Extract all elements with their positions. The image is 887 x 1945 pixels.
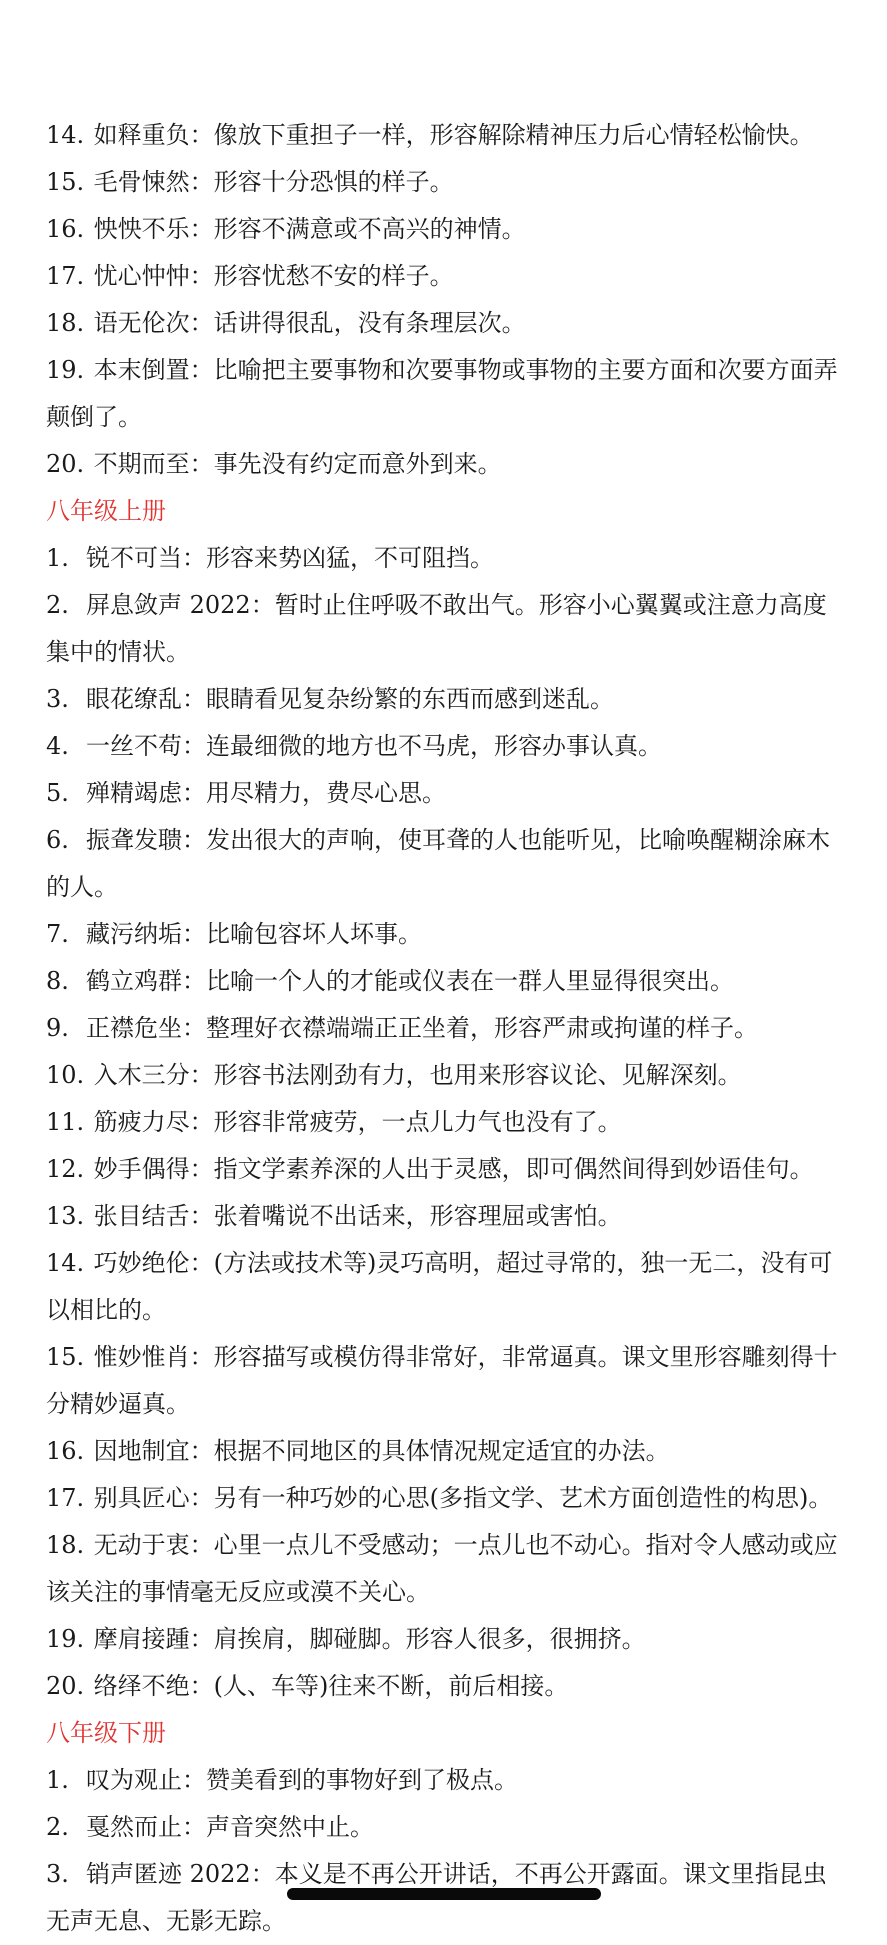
list-item — [46, 112, 846, 159]
item-number: 15. — [46, 168, 85, 196]
item-number: 16. — [46, 215, 85, 243]
list-item — [46, 1240, 846, 1334]
list-item — [46, 206, 846, 253]
item-text: 一丝不苟：连最细微的地方也不马虎，形容办事认真。 — [86, 732, 662, 760]
item-text: 毛骨悚然：形容十分恐惧的样子。 — [93, 168, 454, 196]
list-item — [46, 441, 846, 488]
item-number: 6. — [46, 826, 69, 854]
list-item — [46, 535, 846, 582]
list-item — [46, 159, 846, 206]
item-text: 正襟危坐：整理好衣襟端端正正坐着，形容严肃或拘谨的样子。 — [86, 1014, 758, 1042]
list-item — [46, 1428, 846, 1475]
list-item — [46, 1475, 846, 1522]
item-number: 15. — [46, 1343, 85, 1371]
item-text: 不期而至：事先没有约定而意外到来。 — [93, 450, 502, 478]
list-item — [46, 582, 846, 676]
list-item — [46, 1334, 846, 1428]
item-number: 4. — [46, 732, 69, 760]
list-item — [46, 1616, 846, 1663]
item-text: 无动于衷：心里一点儿不受感动；一点儿也不动心。指对令人感动或应该关注的事情毫无反应或漠不关心。 — [46, 1531, 838, 1606]
item-text: 巧妙绝伦：(方法或技术等)灵巧高明，超过寻常的，独一无二，没有可以相比的。 — [46, 1249, 833, 1324]
item-text: 叹为观止：赞美看到的事物好到了极点。 — [86, 1766, 518, 1794]
list-item — [46, 958, 846, 1005]
list-item — [46, 676, 846, 723]
list-item — [46, 1193, 846, 1240]
list-item — [46, 817, 846, 911]
item-number: 13. — [46, 1202, 85, 1230]
item-text: 殚精竭虑：用尽精力，费尽心思。 — [86, 779, 446, 807]
list-item — [46, 1804, 846, 1851]
item-text: 语无伦次：话讲得很乱，没有条理层次。 — [93, 309, 526, 337]
list-item — [46, 1663, 846, 1710]
item-number: 11. — [46, 1108, 85, 1136]
item-number: 18. — [46, 309, 85, 337]
list-item — [46, 1005, 846, 1052]
item-text: 屏息敛声 2022：暂时止住呼吸不敢出气。形容小心翼翼或注意力高度集中的情状。 — [46, 591, 827, 666]
item-text: 筋疲力尽：形容非常疲劳，一点儿力气也没有了。 — [93, 1108, 622, 1136]
list-item — [46, 347, 846, 441]
item-number: 9. — [46, 1014, 69, 1042]
item-text: 振聋发聩：发出很大的声响，使耳聋的人也能听见，比喻唤醒糊涂麻木的人。 — [46, 826, 830, 901]
list-item — [46, 911, 846, 958]
item-number: 14. — [46, 1249, 85, 1277]
item-number: 10. — [46, 1061, 85, 1089]
item-number: 3. — [46, 1860, 69, 1888]
item-text: 怏怏不乐：形容不满意或不高兴的神情。 — [93, 215, 526, 243]
item-number: 17. — [46, 262, 85, 290]
item-text: 忧心忡忡：形容忧愁不安的样子。 — [93, 262, 454, 290]
item-number: 20. — [46, 1672, 85, 1700]
item-text: 摩肩接踵：肩挨肩，脚碰脚。形容人很多，很拥挤。 — [93, 1625, 646, 1653]
item-number: 1. — [46, 544, 69, 572]
item-number: 3. — [46, 685, 69, 713]
item-number: 2. — [46, 591, 69, 619]
item-number: 2. — [46, 1813, 69, 1841]
item-number: 1. — [46, 1766, 69, 1794]
item-number: 14. — [46, 121, 85, 149]
item-text: 妙手偶得：指文学素养深的人出于灵感，即可偶然间得到妙语佳句。 — [93, 1155, 814, 1183]
section-heading: 八年级下册 — [46, 1719, 166, 1747]
item-number: 19. — [46, 1625, 85, 1653]
list-item — [46, 1522, 846, 1616]
item-text: 络绎不绝：(人、车等)往来不断，前后相接。 — [93, 1672, 569, 1700]
item-text: 别具匠心：另有一种巧妙的心思(多指文学、艺术方面创造性的构思)。 — [93, 1484, 833, 1512]
item-number: 8. — [46, 967, 69, 995]
item-number: 16. — [46, 1437, 85, 1465]
item-text: 锐不可当：形容来势凶猛，不可阻挡。 — [86, 544, 494, 572]
vocabulary-list — [46, 112, 846, 1945]
item-text: 惟妙惟肖：形容描写或模仿得非常好，非常逼真。课文里形容雕刻得十分精妙逼真。 — [46, 1343, 838, 1418]
item-number: 17. — [46, 1484, 85, 1512]
item-number: 5. — [46, 779, 69, 807]
list-item — [46, 1146, 846, 1193]
list-item — [46, 770, 846, 817]
item-text: 销声匿迹 2022：本义是不再公开讲话，不再公开露面。课文里指昆虫无声无息、无影无踪。 — [46, 1860, 827, 1935]
section-heading: 八年级上册 — [46, 497, 166, 525]
list-item — [46, 1052, 846, 1099]
item-text: 藏污纳垢：比喻包容坏人坏事。 — [86, 920, 422, 948]
list-item — [46, 253, 846, 300]
item-number: 18. — [46, 1531, 85, 1559]
list-item — [46, 1757, 846, 1804]
item-text: 眼花缭乱：眼睛看见复杂纷繁的东西而感到迷乱。 — [86, 685, 614, 713]
item-text: 本末倒置：比喻把主要事物和次要事物或事物的主要方面和次要方面弄颠倒了。 — [46, 356, 838, 431]
item-text: 入木三分：形容书法刚劲有力，也用来形容议论、见解深刻。 — [93, 1061, 742, 1089]
item-number: 12. — [46, 1155, 85, 1183]
item-number: 7. — [46, 920, 69, 948]
item-text: 张目结舌：张着嘴说不出话来，形容理屈或害怕。 — [93, 1202, 622, 1230]
list-item — [46, 1099, 846, 1146]
list-item — [46, 300, 846, 347]
item-text: 如释重负：像放下重担子一样，形容解除精神压力后心情轻松愉快。 — [93, 121, 814, 149]
list-item — [46, 723, 846, 770]
item-text: 戛然而止：声音突然中止。 — [86, 1813, 374, 1841]
home-indicator[interactable] — [287, 1888, 601, 1900]
item-text: 因地制宜：根据不同地区的具体情况规定适宜的办法。 — [93, 1437, 670, 1465]
item-number: 20. — [46, 450, 85, 478]
item-text: 鹤立鸡群：比喻一个人的才能或仪表在一群人里显得很突出。 — [86, 967, 734, 995]
item-number: 19. — [46, 356, 85, 384]
